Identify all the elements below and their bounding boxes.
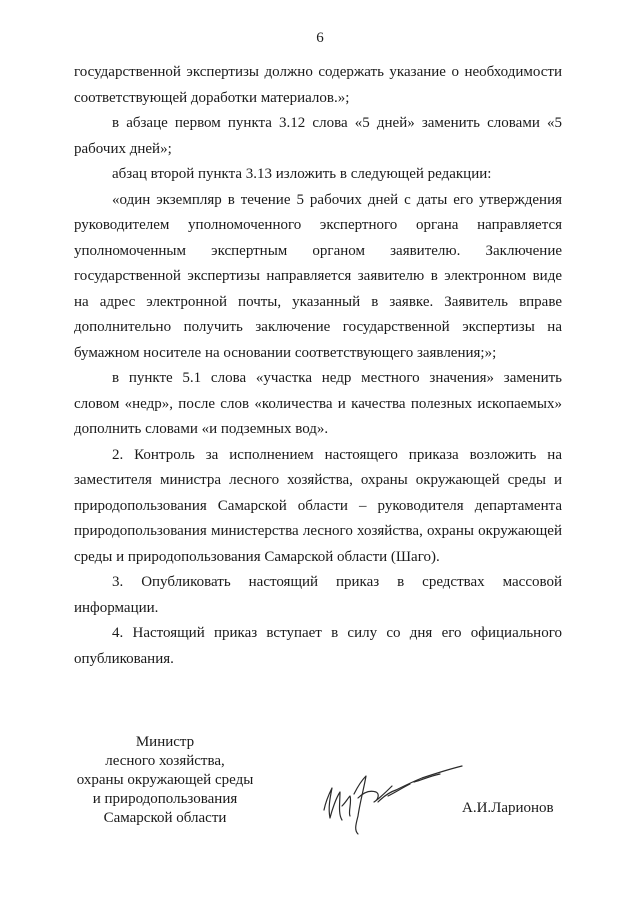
signatory-title-line: и природопользования [92, 791, 238, 807]
signatory-title-line: охраны окружающей среды [76, 772, 254, 788]
paragraph: 3. Опубликовать настоящий приказ в средствах массовой информации. [74, 574, 562, 616]
paragraph: абзац второй пункта 3.13 изложить в следующей редакции: [112, 166, 492, 182]
paragraph: 2. Контроль за исполнением настоящего приказа возложить на заместителя министра лесного хозяйства, охраны окружающей среды и природопользования Самарской области – руководителя департамента природопользования министерства лесного хозяйства, охраны окружающей среды и природопользования Самарской области (Шаго). [74, 446, 562, 565]
document-body [74, 60, 562, 672]
paragraph: в пункте 5.1 слова «участка недр местного значения» заменить словом «недр», после слов «количества и качества полезных ископаемых» дополнить словами «и подземных вод». [74, 370, 562, 437]
signatory-title-line: Министр [135, 734, 195, 750]
paragraph: в абзаце первом пункта 3.12 слова «5 дней» заменить словами «5 рабочих дней»; [74, 115, 562, 157]
signatory-title-line: Самарской области [103, 810, 227, 826]
signatory-title-line: лесного хозяйства, [105, 753, 225, 769]
page-number: 6 [316, 30, 324, 46]
paragraph: «один экземпляр в течение 5 рабочих дней с даты его утверждения руководителем уполномоченного экспертного органа направляется уполномоченным экспертным органом заявителю. Заключение государственной экспертизы направляется заявителю в электронном виде на адрес электронной почты, указанный в заявке. Заявитель вправе дополнительно получить заключение государственной экспертизы на бумажном носителе на основании соответствующего заявления;»; [74, 191, 562, 361]
signer-name: А.И.Ларионов [462, 800, 554, 816]
paragraph: государственной экспертизы должно содержать указание о необходимости соответствующей доработки материалов.»; [74, 64, 562, 106]
paragraph: 4. Настоящий приказ вступает в силу со дня его официального опубликования. [74, 625, 562, 667]
signatory-title [60, 733, 270, 828]
handwritten-signature [318, 762, 468, 842]
